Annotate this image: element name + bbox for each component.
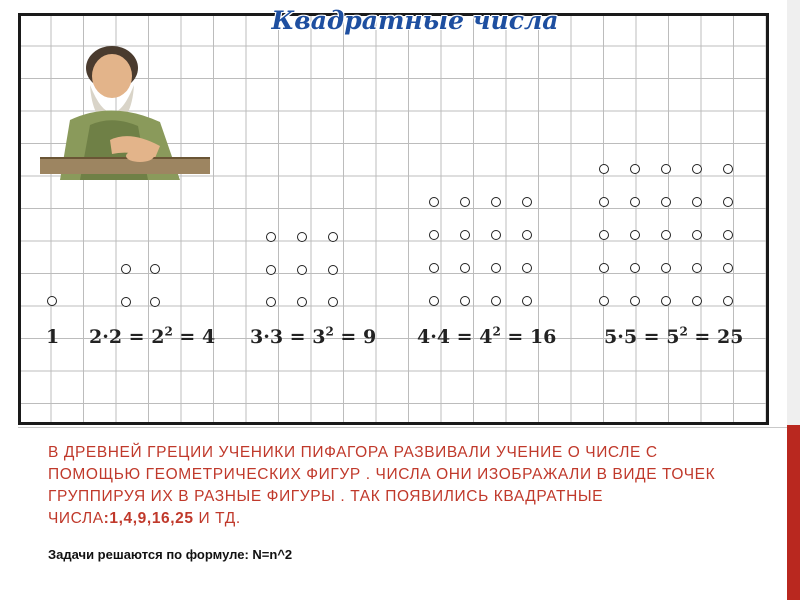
dot <box>723 164 733 174</box>
dot <box>630 263 640 273</box>
dot <box>522 263 532 273</box>
dot <box>599 296 609 306</box>
formula-three-result: = 9 <box>333 326 377 348</box>
dot <box>328 232 338 242</box>
dot <box>723 230 733 240</box>
dot <box>630 197 640 207</box>
formula-three <box>250 326 376 348</box>
formula-two-exp: 2 <box>164 324 173 339</box>
dot <box>266 232 276 242</box>
caption-body: В ДРЕВНЕЙ ГРЕЦИИ УЧЕНИКИ ПИФАГОРА РАЗВИВАЛИ УЧЕНИЕ О ЧИСЛЕ С ПОМОЩЬЮ ГЕОМЕТРИЧЕСКИХ ФИГУР . ЧИСЛА ОНИ ИЗОБРАЖАЛИ В ВИДЕ ТОЧЕК ГРУППИРУЯ ИХ В РАЗНЫЕ ФИГУРЫ . ТАК ПОЯВИЛИСЬ КВАДРАТНЫЕ ЧИСЛА <box>48 444 716 527</box>
dot <box>522 230 532 240</box>
dot <box>297 265 307 275</box>
dot <box>429 296 439 306</box>
formula-five-result: = 25 <box>687 326 744 348</box>
caption-tail: И ТД. <box>193 510 241 527</box>
divider-line <box>18 427 787 428</box>
dot <box>599 263 609 273</box>
dot <box>460 263 470 273</box>
dot <box>460 296 470 306</box>
dot <box>661 230 671 240</box>
dot <box>723 197 733 207</box>
dot <box>522 296 532 306</box>
dot <box>266 297 276 307</box>
dot <box>599 230 609 240</box>
dot <box>121 297 131 307</box>
dot <box>460 230 470 240</box>
formula-two <box>89 326 215 348</box>
dot <box>692 296 702 306</box>
dot <box>429 263 439 273</box>
dot <box>429 230 439 240</box>
dot <box>599 197 609 207</box>
dot <box>661 296 671 306</box>
formula-five <box>604 326 743 348</box>
formula-three-base: 3·3 = 3 <box>250 326 326 348</box>
formula-four-base: 4·4 = 4 <box>417 326 493 348</box>
formula-two-base: 2·2 = 2 <box>89 326 165 348</box>
task-formula-text: Задачи решаются по формуле: N=n^2 <box>48 547 293 562</box>
dot <box>491 296 501 306</box>
formula-one <box>46 326 59 348</box>
dot <box>692 230 702 240</box>
dot <box>47 296 57 306</box>
dot <box>692 197 702 207</box>
dot <box>121 264 131 274</box>
caption-numbers: :1,4,9,16,25 <box>103 510 194 527</box>
dot <box>723 263 733 273</box>
dot <box>692 164 702 174</box>
dot <box>491 230 501 240</box>
dot <box>522 197 532 207</box>
formula-five-exp: 2 <box>679 324 688 339</box>
dot <box>429 197 439 207</box>
dot <box>491 263 501 273</box>
right-accent-bar <box>787 0 800 600</box>
formula-three-exp: 2 <box>325 324 334 339</box>
dot <box>150 297 160 307</box>
dot <box>661 164 671 174</box>
dot <box>661 197 671 207</box>
dot <box>491 197 501 207</box>
dot <box>297 297 307 307</box>
formula-one-text: 1 <box>46 326 60 348</box>
dot <box>297 232 307 242</box>
dot <box>599 164 609 174</box>
caption-text <box>48 442 728 530</box>
dot <box>460 197 470 207</box>
dot <box>150 264 160 274</box>
right-accent-bar-light <box>787 0 800 425</box>
dot <box>630 230 640 240</box>
formula-four-exp: 2 <box>492 324 501 339</box>
formula-four <box>417 326 556 348</box>
formula-five-base: 5·5 = 5 <box>604 326 680 348</box>
dot <box>723 296 733 306</box>
dot <box>630 296 640 306</box>
dot <box>661 263 671 273</box>
formula-two-result: = 4 <box>172 326 216 348</box>
dot <box>328 265 338 275</box>
dot <box>328 297 338 307</box>
slide-title: Квадратные числа <box>271 6 559 35</box>
dot <box>692 263 702 273</box>
formula-four-result: = 16 <box>500 326 557 348</box>
dot <box>266 265 276 275</box>
pythagoras-portrait-image <box>20 30 220 180</box>
dot <box>630 164 640 174</box>
